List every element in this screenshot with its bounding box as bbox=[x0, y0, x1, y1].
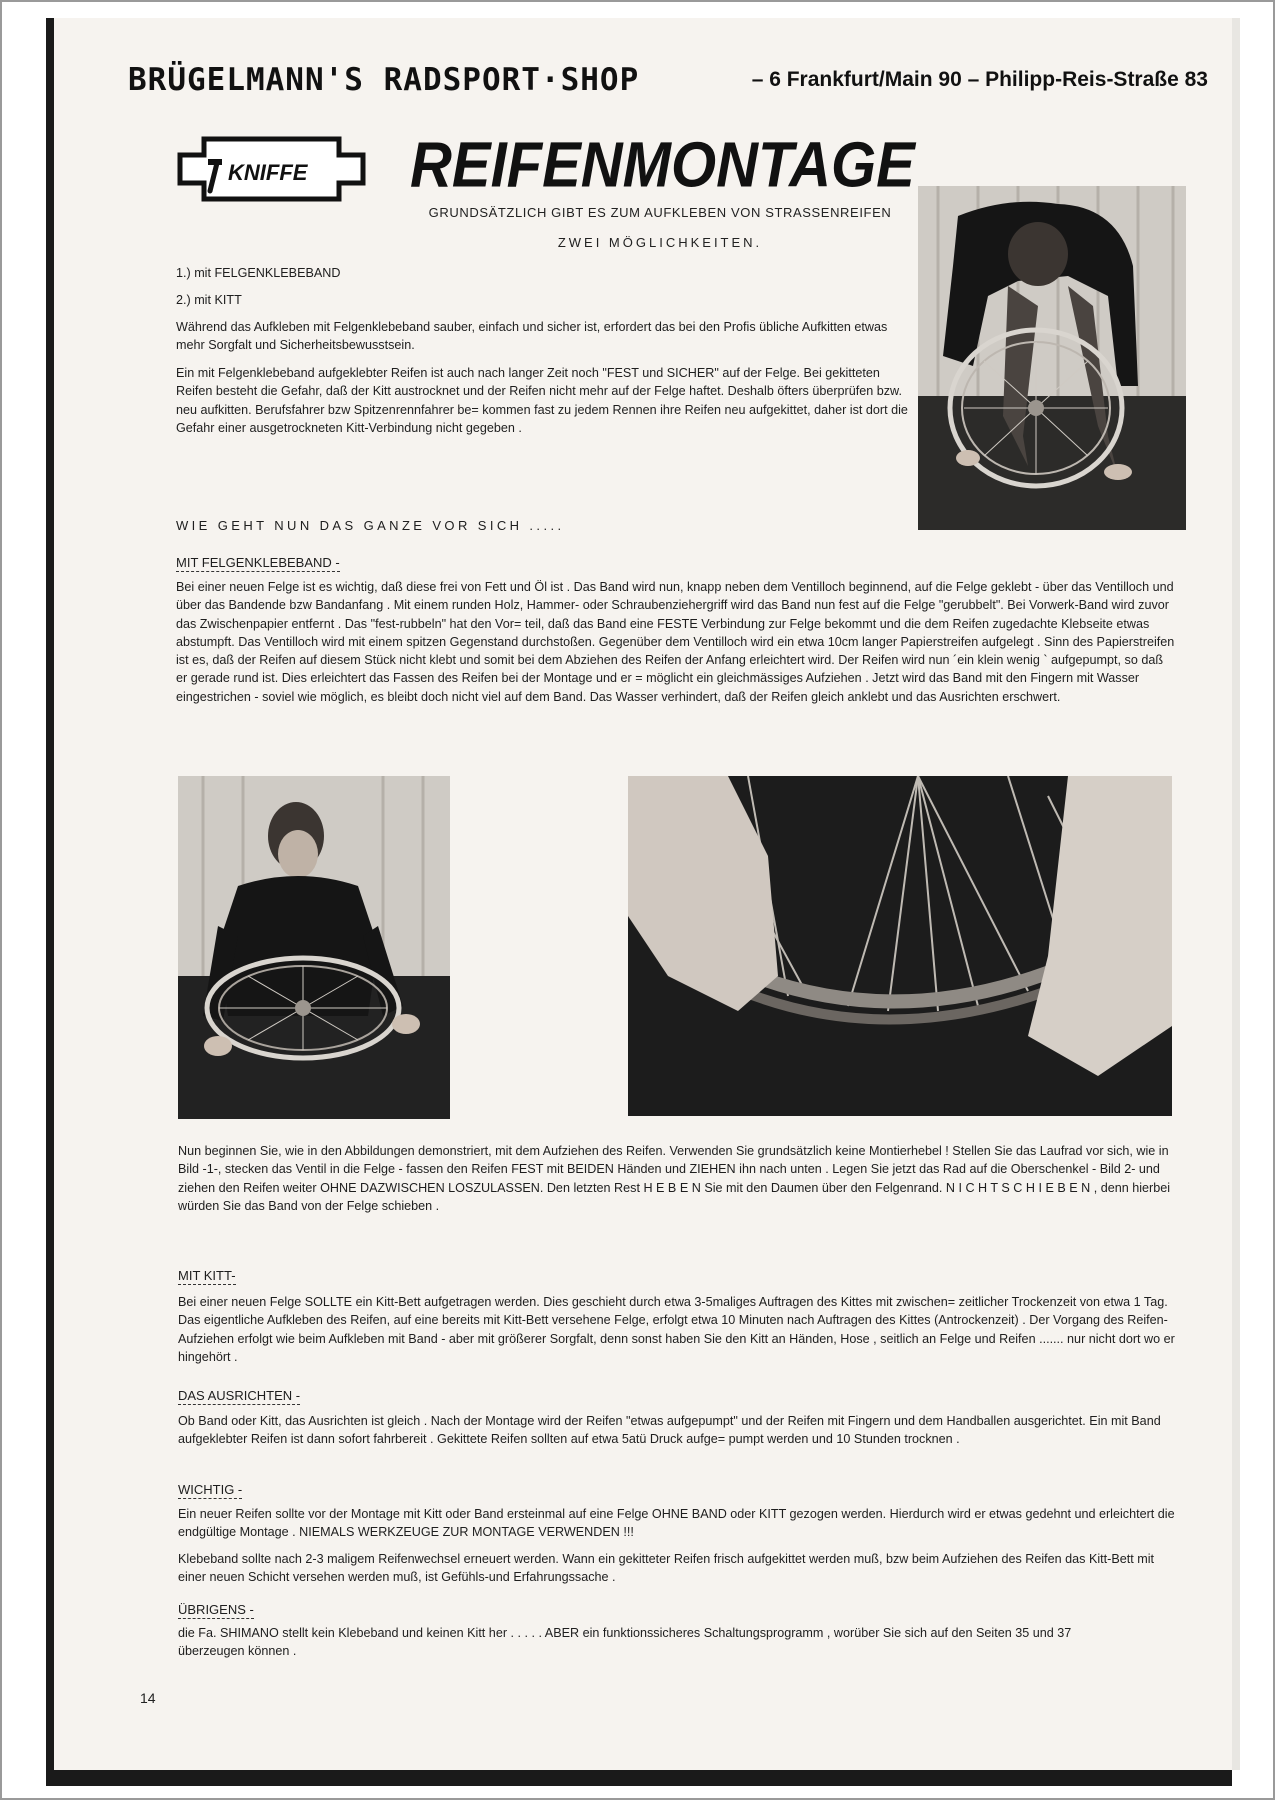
subtitle bbox=[410, 198, 910, 258]
option-list bbox=[176, 264, 776, 310]
page-number: 14 bbox=[140, 1690, 156, 1706]
kitt-heading: MIT KITT- bbox=[178, 1268, 236, 1283]
photo-mounting-standing bbox=[918, 186, 1186, 530]
shop-address: – 6 Frankfurt/Main 90 – Philipp-Reis-Straße 83 bbox=[751, 68, 1208, 91]
ausrichten-heading: DAS AUSRICHTEN - bbox=[178, 1388, 301, 1403]
felgenklebeband-text: Bei einer neuen Felge ist es wichtig, daß diese frei von Fett und Öl ist . Das Band wird nun, knapp neben dem Ventilloch beginnend, auf die Felge geklebt - über das Ventilloch und über das Bandende bzw Bandanfang . Mit einem runden Holz, Hammer- oder Schraubenziehergriff wird das Band nun fest auf die Felge "gerubbelt". Bei Vorwerk-Band wird zuvor das Zwischenpapier entfernt . Das "fest-rubbeln" hat den Vor= teil, daß das Band eine FESTE Verbindung zur Felge bekommt und die dem Reifen zugedachte Klebseite etwas abstumpft. Das Ventilloch wird mit einem spitzen Gegenstand durchstoßen. Gegenüber dem Ventilloch wird ein etwa 10cm langer Papierstreifen aufgelegt . Sinn des Papierstreifen ist es, daß der Reifen auf diesem Stück nicht klebt und somit bei dem Abziehen des Reifen der Anfang erleichtert wird. Der Reifen wird nun ´ein klein wenig ` aufgepumpt, so daß er gerade rund ist. Dies erleichtert das Fassen des Reifen bei der Montage und er = möglicht ein gleichmässiges Aufziehen . Jetzt wird das Band mit den Fingern mit Wasser eingestrichen - soviel wie möglich, es bleibt doch nicht viel auf dem Band. Das Wasser verhindert, daß der Reifen gleich anklebt und das Ausrichten erschwert. bbox=[176, 580, 1175, 704]
page-edge-bottom bbox=[46, 1770, 1232, 1786]
wichtig-text-2: Klebeband sollte nach 2-3 maligem Reifenwechsel erneuert werden. Wann ein gekitteter Reifen frisch aufgekittet werden muß, bzw beim Aufziehen des Reifen das Kitt-Bett mit einer neuen Schicht versehen werden muß, ist Gefühls-und Erfahrungssache . bbox=[178, 1552, 1155, 1585]
felgenklebeband-heading: MIT FELGENKLEBEBAND - bbox=[176, 555, 340, 570]
subtitle-line-1: GRUNDSÄTZLICH GIBT ES ZUM AUFKLEBEN VON STRASSENREIFEN bbox=[428, 205, 892, 220]
subtitle-line-2: ZWEI MÖGLICHKEITEN. bbox=[557, 235, 763, 250]
logo-label: KNIFFE bbox=[228, 160, 308, 185]
kniffe-logo bbox=[174, 133, 369, 205]
shop-name: BRÜGELMANN'S RADSPORT·SHOP bbox=[128, 62, 640, 98]
option-1: 1.) mit FELGENKLEBEBAND bbox=[176, 266, 341, 280]
wichtig-heading: WICHTIG - bbox=[178, 1482, 243, 1497]
kitt-text: Bei einer neuen Felge SOLLTE ein Kitt-Bett aufgetragen werden. Dies geschieht durch etwa 3-5maliges Auftragen des Kittes mit zwischen= zeitlicher Trockenzeit von etwa 1 Tag. Das eigentliche Aufkleben des Reifen, auf eine bereits mit Kitt-Bett versehene Felge, erfolgt etwa 10 Minuten nach Auftragen des Kittes (Antrockenzeit) . Der Vorgang des Reifen-Aufziehen erfolgt wie beim Aufkleben mit Band - aber mit größerer Sorgfalt, denn sonst haben Sie den Kitt an Händen, Hose , seitlich an Felge und Reifen ....... nur nicht dort wo er hingehört . bbox=[178, 1295, 1175, 1364]
intro-paragraph-1: Während das Aufkleben mit Felgenklebeband sauber, einfach und sicher ist, erfordert das bei den Profis übliche Aufkitten etwas mehr Sorgfalt und Sicherheitsbewusstsein. bbox=[176, 320, 888, 353]
photo-mounting-seated bbox=[178, 776, 450, 1119]
ausrichten-text: Ob Band oder Kitt, das Ausrichten ist gleich . Nach der Montage wird der Reifen "etwas aufgepumpt" und der Reifen mit Fingern und dem Handballen ausgerichtet. Ein mit Band aufgeklebter Reifen ist dann sofort fahrbereit . Gekittete Reifen sollten auf etwa 5atü Druck aufge= pumpt werden und 10 Stunden trocknen . bbox=[178, 1414, 1161, 1447]
uebrigens-heading: ÜBRIGENS - bbox=[178, 1602, 254, 1617]
aufziehen-text: Nun beginnen Sie, wie in den Abbildungen demonstriert, mit dem Aufziehen des Reifen. Verwenden Sie grundsätzlich keine Montierhebel ! Stellen Sie das Laufrad vor sich, wie in Bild -1-, stecken das Ventil in die Felge - fassen den Reifen FEST mit BEIDEN Händen und ZIEHEN ihn nach unten . Legen Sie jetzt das Rad auf die Oberschenkel - Bild 2- und ziehen den Reifen weiter OHNE DAZWISCHEN LOSZULASSEN. Den letzten Rest H E B E N Sie mit den Daumen über den Felgenrand. N I C H T S C H I E B E N , denn hierbei würden Sie das Band von der Felge schieben . bbox=[178, 1144, 1171, 1213]
uebrigens-text: die Fa. SHIMANO stellt kein Klebeband und keinen Kitt her . . . . . ABER ein funktionssicheres Schaltungsprogramm , worüber Sie sich auf den Seiten 35 und 37 überzeugen können . bbox=[178, 1626, 1072, 1659]
page-title: REIFENMONTAGE bbox=[410, 129, 915, 201]
how-heading: WIE GEHT NUN DAS GANZE VOR SICH ..... bbox=[176, 518, 565, 533]
page-edge bbox=[1232, 18, 1240, 1770]
page-header bbox=[128, 62, 1208, 102]
intro-paragraph-2: Ein mit Felgenklebeband aufgeklebter Reifen ist auch nach langer Zeit noch "FEST und SICHER" auf der Felge. Bei gekitteten Reifen besteht die Gefahr, daß der Kitt austrocknet und der Reifen nicht mehr auf der Felge haftet. Deshalb öfters überprüfen bzw. neu aufkitten. Berufsfahrer bzw Spitzenrennfahrer be= kommen fast zu jedem Rennen ihre Reifen neu aufgekittet, daher ist dort die Gefahr einer ausgetrockneten Kitt-Verbindung nicht gegeben . bbox=[176, 366, 908, 435]
wichtig-text-1: Ein neuer Reifen sollte vor der Montage mit Kitt oder Band ersteinmal auf eine Felge OHNE BAND oder KITT gezogen werden. Hierdurch wird er etwas gedehnt und erleichtert die endgültige Montage . NIEMALS WERKZEUGE ZUR MONTAGE VERWENDEN !!! bbox=[178, 1507, 1175, 1540]
photo-hands-closeup bbox=[628, 776, 1172, 1116]
option-2: 2.) mit KITT bbox=[176, 293, 242, 308]
